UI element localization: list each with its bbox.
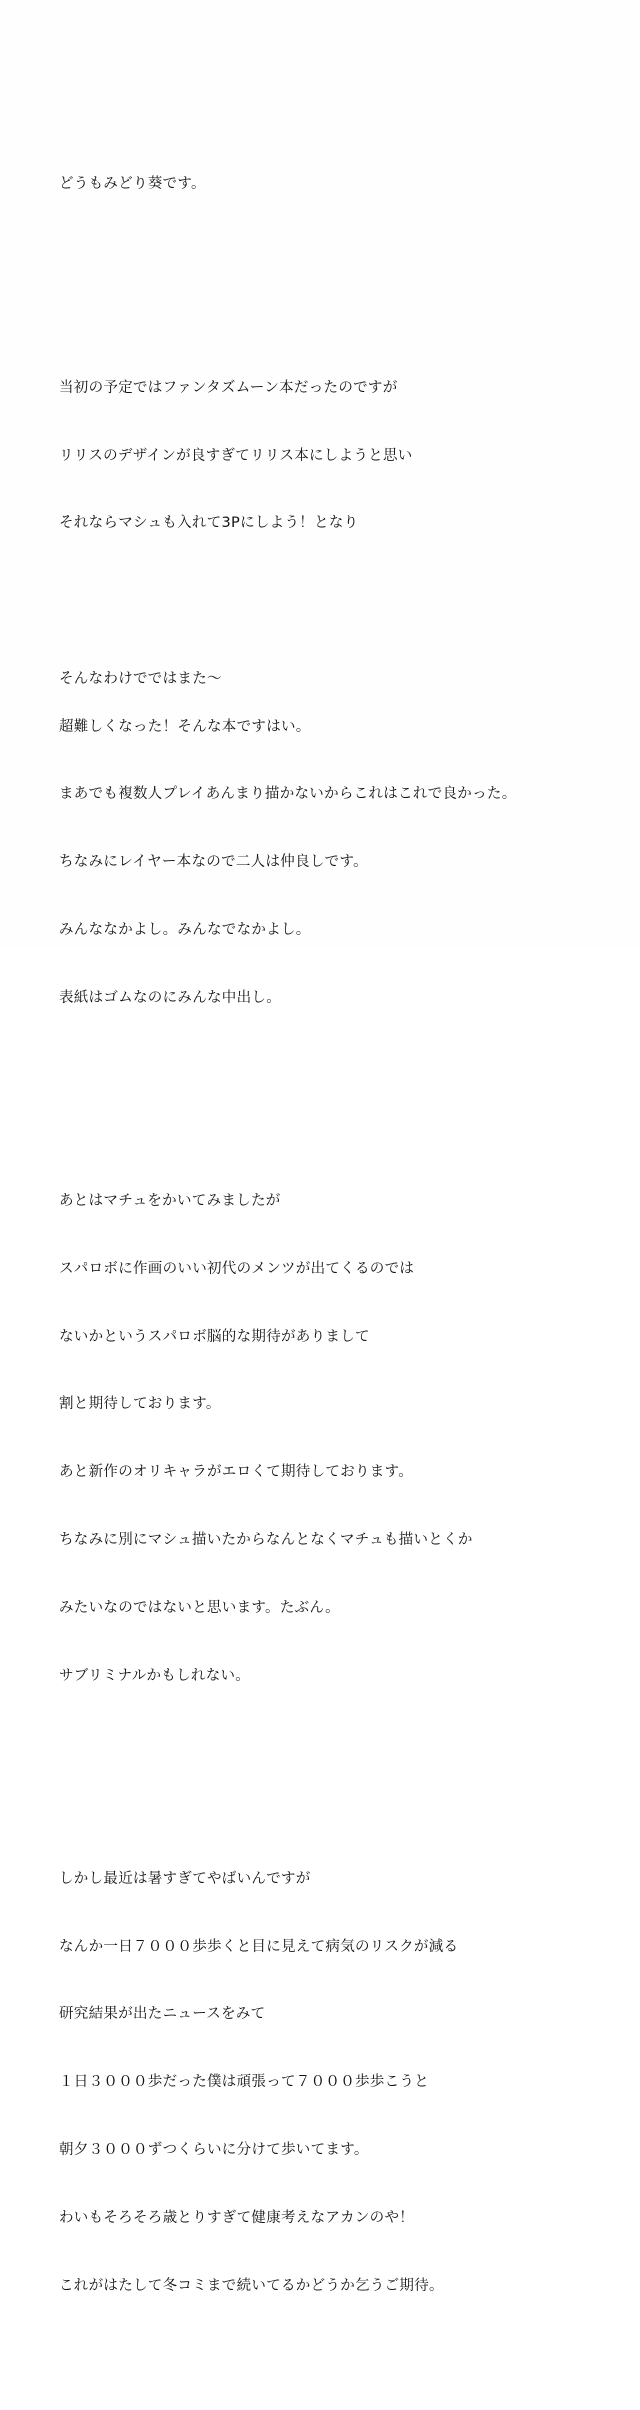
text-line: わいもそろそろ歳とりすぎて健康考えなアカンのや！ — [59, 2209, 415, 2226]
text-line: これがはたして冬コミまで続いてるかどうか乞うご期待。 — [59, 2277, 444, 2294]
text-line: 当初の予定ではファンタズムーン本だったのですが — [59, 379, 398, 396]
text-line: みたいなのではないと思います。たぶん。 — [59, 1599, 340, 1616]
text-line: まあでも複数人プレイあんまり描かないからこれはこれで良かった。 — [59, 786, 517, 803]
text-line: サブリミナルかもしれない。 — [59, 1667, 251, 1684]
text-line: ないかというスパロボ脳的な期待がありまして — [59, 1328, 370, 1345]
closing-line: そんなわけでではまた〜 — [59, 671, 222, 687]
text-line: それならマシュも入れて3Pにしよう！となり — [59, 515, 359, 532]
text-line: 表紙はゴムなのにみんな中出し。 — [59, 989, 281, 1006]
greeting-paragraph — [59, 128, 619, 241]
paragraph-plan — [59, 332, 619, 581]
text-line: しかし最近は暑すぎてやばいんですが — [59, 1870, 311, 1887]
paragraph-difficulty — [59, 670, 619, 1054]
afterword-text — [59, 83, 619, 2410]
text-line: ちなみに別にマシュ描いたからなんとなくマチュも描いとくか — [59, 1532, 473, 1548]
text-line: スパロボに作画のいい初代のメンツが出てくるのでは — [59, 1260, 415, 1277]
text-line: 割と期待しております。 — [59, 1396, 221, 1413]
text-line: あとはマチュをかいてみましたが — [59, 1193, 281, 1210]
text-line: １日３０００歩だった僕は頑張って７０００歩歩こうと — [59, 2074, 429, 2091]
greeting-line: どうもみどり葵です。 — [59, 176, 206, 193]
text-line: リリスのデザインが良すぎてリリス本にしようと思い — [59, 447, 413, 464]
text-line: 超難しくなった！そんな本ですはい。 — [59, 718, 311, 735]
text-line: 研究結果が出たニュースをみて — [59, 2006, 266, 2023]
text-line: なんか一日７０００歩歩くと目に見えて病気のリスクが減る — [59, 1938, 459, 1955]
paragraph-walking — [59, 1823, 619, 2343]
text-line: ちなみにレイヤー本なので二人は仲良しです。 — [59, 854, 368, 871]
text-line: 朝夕３０００ずつくらいに分けて歩いてます。 — [59, 2142, 369, 2159]
text-line: あと新作のオリキャラがエロくて期待しております。 — [59, 1464, 414, 1481]
text-line: みんななかよし。みんなでなかよし。 — [59, 921, 311, 938]
paragraph-machu — [59, 1145, 619, 1732]
